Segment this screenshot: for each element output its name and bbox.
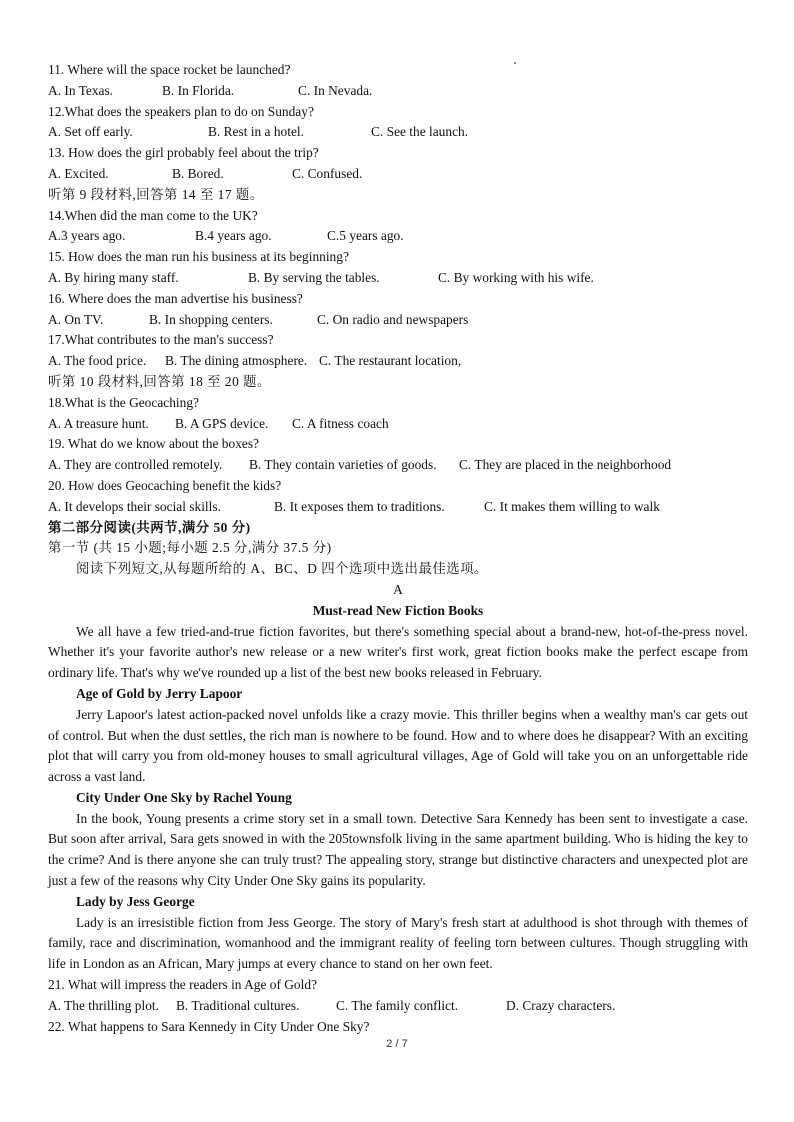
option-a: A. They are controlled remotely. bbox=[48, 457, 223, 473]
options-19 bbox=[48, 455, 748, 476]
passage-title: Must-read New Fiction Books bbox=[312, 602, 484, 618]
option-b: B. Bored. bbox=[172, 165, 224, 181]
question-15: 15. How does the man run his business at its beginning? bbox=[48, 249, 349, 265]
options-20 bbox=[48, 497, 748, 518]
option-c: C. It makes them willing to walk bbox=[484, 498, 660, 514]
option-a: A. It develops their social skills. bbox=[48, 498, 221, 514]
options-17 bbox=[48, 351, 748, 372]
question-16: 16. Where does the man advertise his business? bbox=[48, 290, 303, 306]
options-12 bbox=[48, 122, 748, 143]
book-3-title: Lady by Jess George bbox=[76, 893, 195, 909]
option-a: A. The thrilling plot. bbox=[48, 997, 159, 1013]
question-12: 12.What does the speakers plan to do on Sunday? bbox=[48, 103, 314, 119]
question-19: 19. What do we know about the boxes? bbox=[48, 436, 259, 452]
question-13: 13. How does the girl probably feel about the trip? bbox=[48, 145, 319, 161]
question-17: 17.What contributes to the man's success? bbox=[48, 332, 274, 348]
option-d: D. Crazy characters. bbox=[506, 997, 616, 1013]
option-b: B. In shopping centers. bbox=[149, 311, 273, 327]
option-c: C. The family conflict. bbox=[336, 997, 459, 1013]
option-b: B. A GPS device. bbox=[175, 415, 269, 431]
option-c: C. In Nevada. bbox=[298, 82, 373, 98]
reading-instruction: 阅读下列短文,从每题所给的 A、BC、D 四个选项中选出最佳选项。 bbox=[76, 561, 488, 577]
options-14 bbox=[48, 226, 748, 247]
option-b: B. By serving the tables. bbox=[248, 269, 380, 285]
option-c: C. Confused. bbox=[292, 165, 363, 181]
book-2-title: City Under One Sky by Rachel Young bbox=[76, 789, 292, 805]
option-b: B. Traditional cultures. bbox=[176, 997, 300, 1013]
exam-page bbox=[48, 60, 748, 1037]
book-1-title: Age of Gold by Jerry Lapoor bbox=[76, 685, 243, 701]
option-c: C.5 years ago. bbox=[327, 228, 404, 244]
option-c: C. The restaurant location, bbox=[319, 353, 462, 369]
book-3-text: Lady is an irresistible fiction from Jess George. The story of Mary's fresh start at adulthood is shot through with themes of family, race and discrimination, womanhood and the immigrant reality of feeling torn between cultures. Though struggling with life in London as an African, Mary jumps at every chance to stand on her own feet. bbox=[48, 914, 748, 972]
option-a: A. Set off early. bbox=[48, 124, 133, 140]
options-11 bbox=[48, 81, 748, 102]
option-b: B. In Florida. bbox=[162, 82, 235, 98]
option-b: B. It exposes them to traditions. bbox=[274, 498, 445, 514]
passage-intro: We all have a few tried-and-true fiction favorites, but there's something special about a brand-new, hot-of-the-press novel. Whether it's your favorite author's new release or a new writer's first work, great fiction books make the perfect escape from ordinary life. That's why we've rounded up a list of the best new books released in February. bbox=[48, 623, 748, 681]
option-a: A. By hiring many staff. bbox=[48, 269, 179, 285]
question-14: 14.When did the man come to the UK? bbox=[48, 207, 258, 223]
option-c: C. See the launch. bbox=[371, 124, 469, 140]
option-a: A. A treasure hunt. bbox=[48, 415, 149, 431]
question-22: 22. What happens to Sara Kennedy in City Under One Sky? bbox=[48, 1018, 370, 1034]
option-c: C. A fitness coach bbox=[292, 415, 389, 431]
option-c: C. On radio and newspapers bbox=[317, 311, 469, 327]
option-c: C. They are placed in the neighborhood bbox=[459, 457, 672, 473]
question-20: 20. How does Geocaching benefit the kids? bbox=[48, 477, 282, 493]
options-16 bbox=[48, 310, 748, 331]
question-11: 11. Where will the space rocket be launched? bbox=[48, 62, 291, 77]
option-c: C. By working with his wife. bbox=[438, 269, 594, 285]
option-a: A. The food price. bbox=[48, 353, 147, 369]
book-1-text: Jerry Lapoor's latest action-packed novel unfolds like a crazy movie. This thriller begins when a wealthy man's car gets out of control. But when the dust settles, the rich man is nowhere to be found. How and to where does he disappear? With an exciting plot that will carry you from old-money houses to small agricultural villages, Age of Gold will take you on an unforgettable ride across a vast land. bbox=[48, 706, 748, 785]
option-a: A. In Texas. bbox=[48, 82, 114, 98]
option-b: B. The dining atmosphere. bbox=[165, 353, 308, 369]
option-b: B.4 years ago. bbox=[195, 228, 272, 244]
option-b: B. They contain varieties of goods. bbox=[249, 457, 437, 473]
options-21 bbox=[48, 996, 748, 1017]
part-two-title: 第二部分阅读(共两节,满分 50 分) bbox=[48, 519, 251, 535]
question-18: 18.What is the Geocaching? bbox=[48, 394, 199, 410]
passage-letter: A bbox=[393, 581, 403, 597]
page-number: 2 / 7 bbox=[386, 1038, 408, 1050]
option-a: A.3 years ago. bbox=[48, 228, 126, 244]
option-b: B. Rest in a hotel. bbox=[208, 124, 304, 140]
option-a: A. On TV. bbox=[48, 311, 104, 327]
question-21: 21. What will impress the readers in Age of Gold? bbox=[48, 977, 317, 993]
section-9-instruction: 听第 9 段材料,回答第 14 至 17 题。 bbox=[48, 186, 264, 202]
section-10-instruction: 听第 10 段材料,回答第 18 至 20 题。 bbox=[48, 373, 271, 389]
book-2-text: In the book, Young presents a crime story set in a small town. Detective Sara Kennedy has been sent to investigate a case. But soon after arrival, Sara gets snowed in with the 205townsfolk living in the same apartment building. Who is hiding the key to the crime? And is there anyone she can truly trust? The appealing story, strange but distinctive characters and unexpected plot are just a few of the reasons why City Under One Sky gains its popularity. bbox=[48, 810, 748, 889]
options-18 bbox=[48, 414, 748, 435]
section-one-title: 第一节 (共 15 小题;每小题 2.5 分,满分 37.5 分) bbox=[48, 540, 332, 556]
options-15 bbox=[48, 268, 748, 289]
options-13 bbox=[48, 164, 748, 185]
option-a: A. Excited. bbox=[48, 165, 109, 181]
